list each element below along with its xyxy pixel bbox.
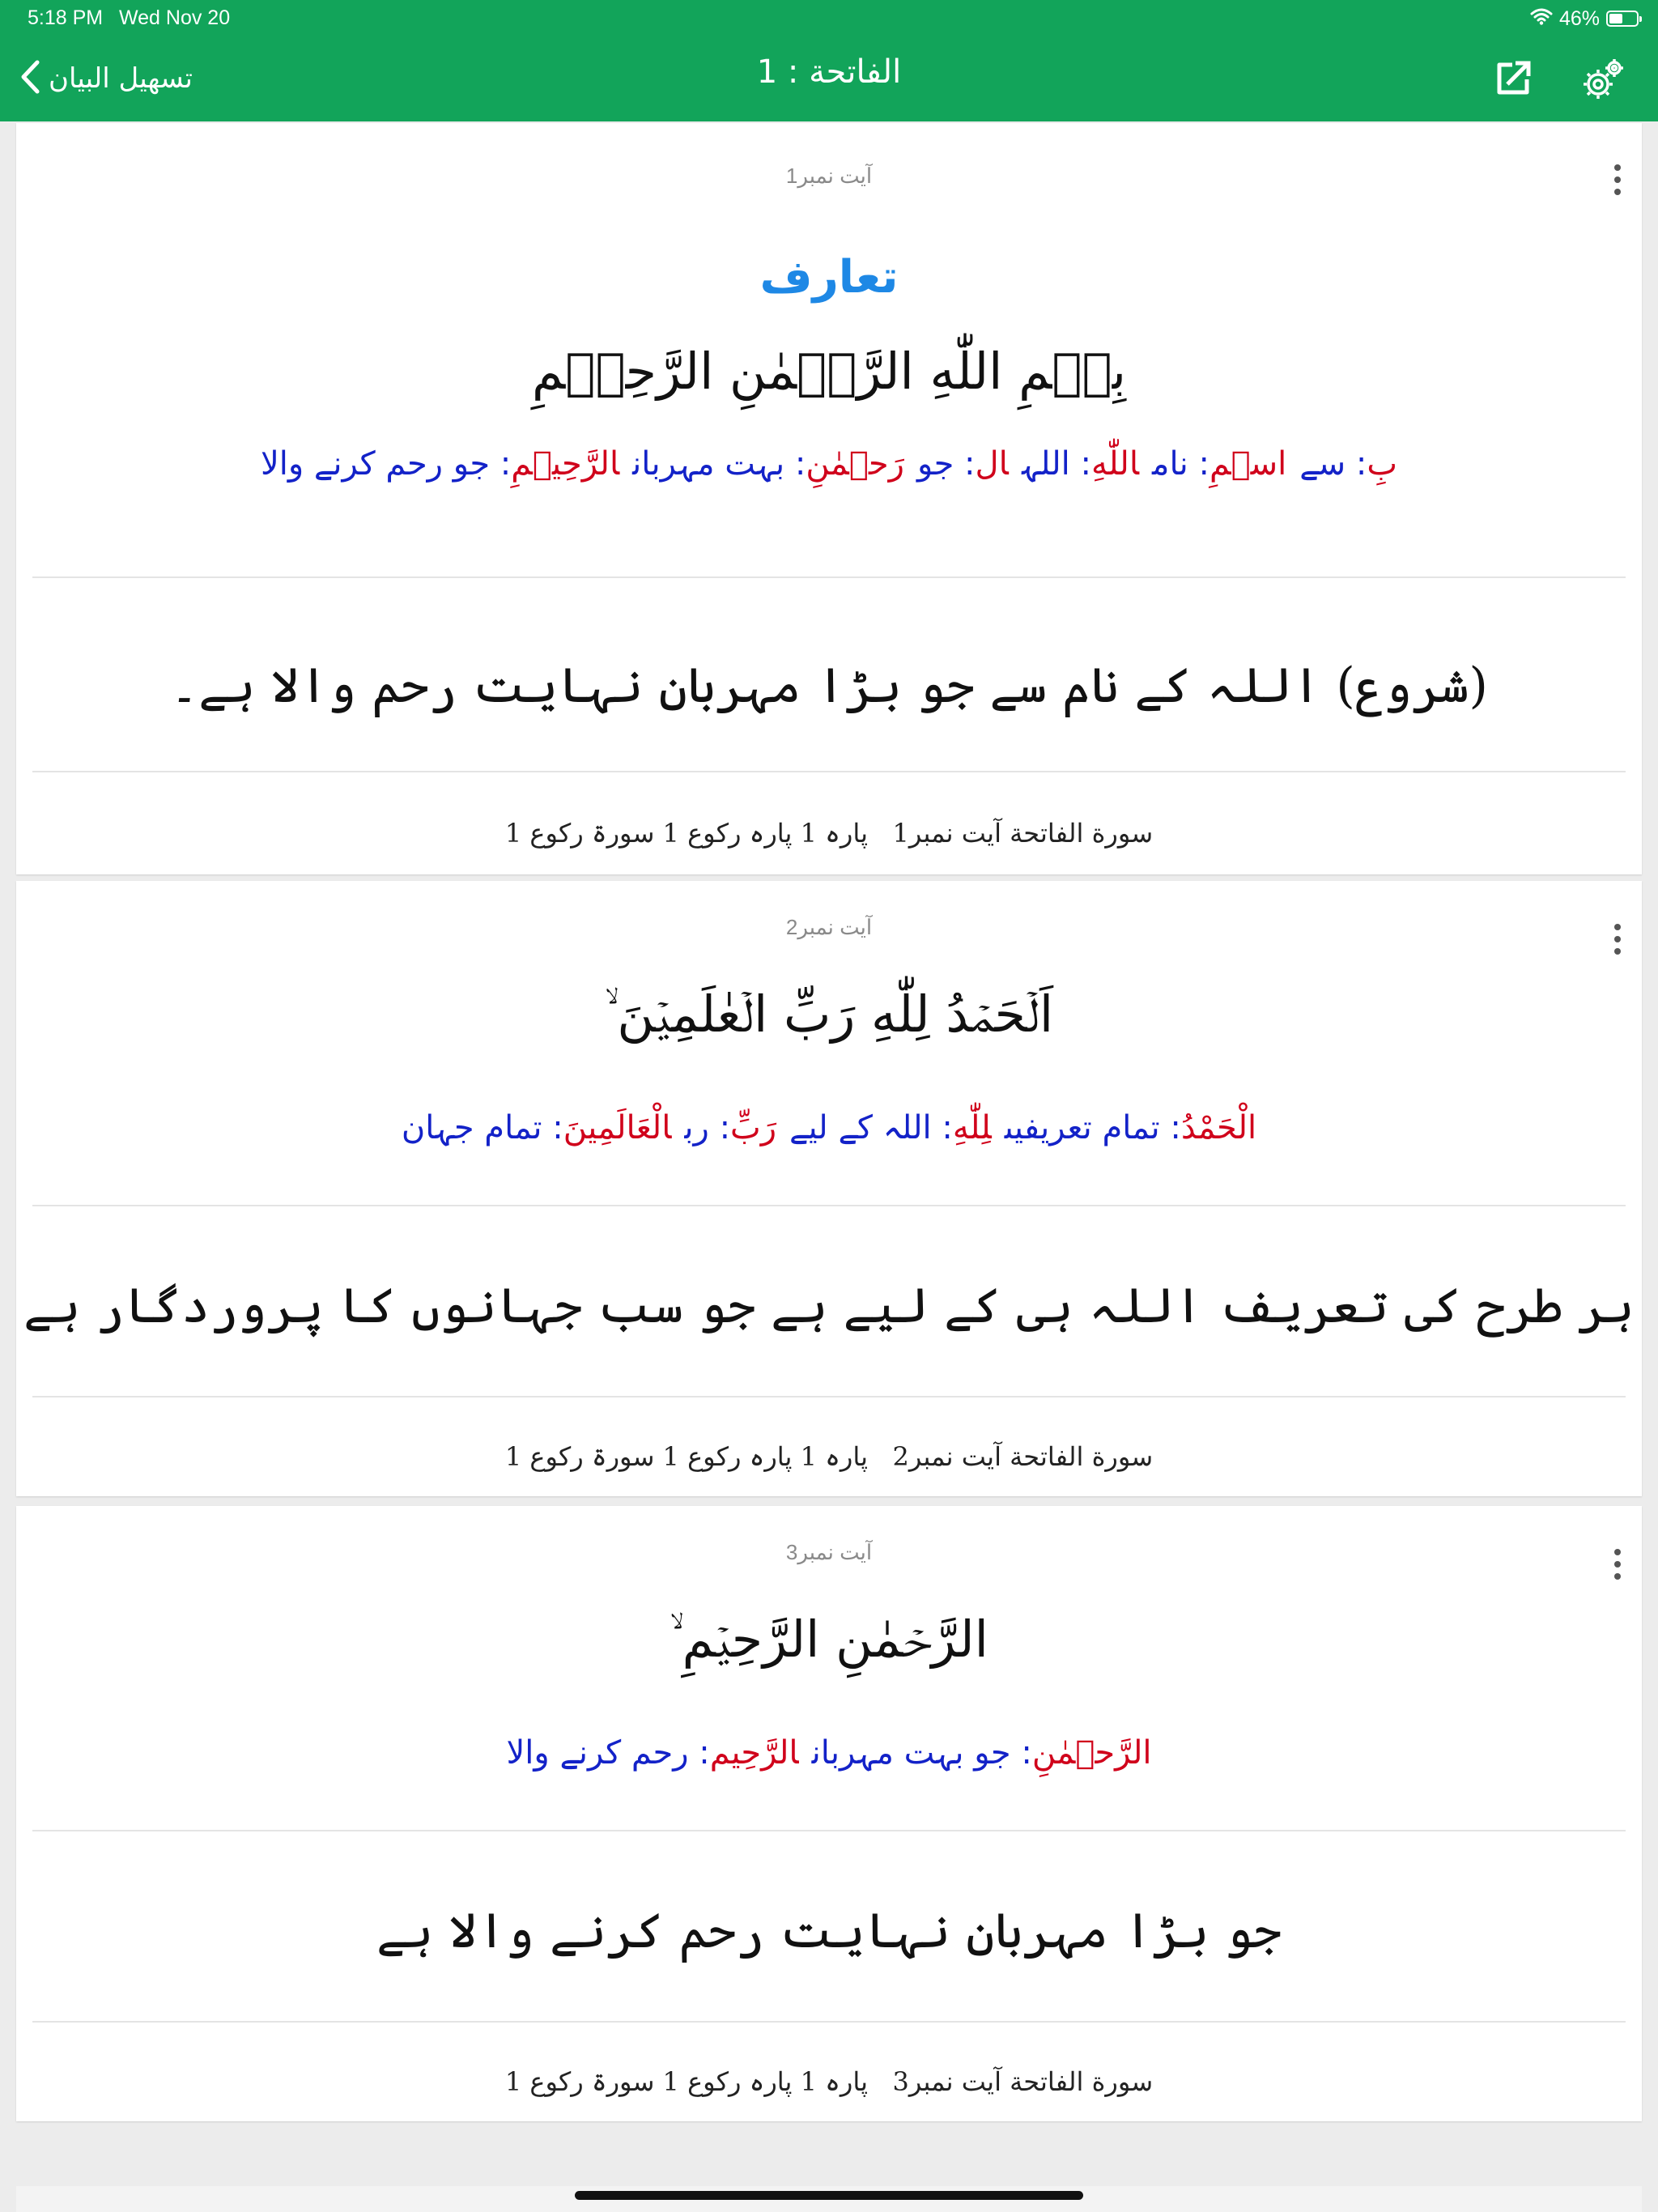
urdu-meaning: : اللہ کے لیے — [789, 1109, 953, 1146]
urdu-meaning: : رب — [684, 1109, 731, 1146]
arabic-verse: بِسۡمِ اللّٰهِ الرَّحۡمٰنِ الرَّحِيۡمِ — [531, 342, 1127, 401]
divider — [32, 576, 1626, 578]
divider — [32, 1830, 1626, 1831]
word-pair — [261, 445, 619, 483]
battery-percent: 46% — [1558, 6, 1600, 30]
urdu-translation: (شروع) اللہ کے نام سے جو بڑا مہربان نہایت رحم والا ہے۔ — [170, 657, 1488, 714]
more-options-button[interactable] — [1601, 1540, 1634, 1589]
arabic-verse: اَلۡحَمۡدُ لِلّٰهِ رَبِّ الۡعٰلَمِيۡنَ ۙ — [604, 985, 1054, 1044]
status-indicators — [1530, 5, 1639, 32]
ayah-number-label: آیت نمبر3 — [785, 1540, 873, 1564]
status-time: 5:18 PM — [28, 6, 104, 29]
ayah-card — [16, 1506, 1642, 2121]
more-vertical-icon — [1614, 1549, 1621, 1555]
word-pair — [402, 1109, 672, 1146]
arabic-verse: الرَّحۡمٰنِ الرَّحِيۡمِ ۙ — [670, 1610, 988, 1669]
urdu-translation: جو بڑا مہربان نہایت رحم کرنے والا ہے — [376, 1903, 1282, 1959]
arabic-word: رَبِّ — [730, 1109, 777, 1146]
arabic-word: الرَّحِيۡمِ — [511, 445, 620, 483]
word-pair — [789, 1109, 992, 1146]
battery-icon — [1606, 11, 1639, 27]
urdu-meaning: : جو بہت مہربان — [811, 1734, 1032, 1772]
word-pair — [1005, 1109, 1256, 1146]
navigation-bar — [0, 0, 1658, 121]
arabic-word: الْحَمْدُ — [1180, 1109, 1257, 1146]
ayah-card — [16, 881, 1642, 1496]
divider — [32, 1205, 1626, 1206]
word-pair — [917, 445, 1009, 483]
share-button[interactable] — [1491, 55, 1540, 104]
urdu-translation: ہر طرح کی تعریف اللہ ہی کے لیے ہے جو سب جہانوں کا پروردگار ہے — [23, 1278, 1635, 1334]
ayah-reference-footer: سورة الفاتحة آیت نمبر1 پارہ 1 پارہ رکوع 1 سورۃ رکوع 1 — [504, 818, 1154, 849]
share-external-icon — [1491, 88, 1537, 104]
urdu-meaning: : رحم کرنے والا — [506, 1734, 710, 1772]
arabic-word: لِلّٰهِ — [952, 1109, 992, 1146]
urdu-meaning: : نام — [1152, 445, 1209, 483]
arabic-word: الرَّحِيم — [709, 1734, 799, 1772]
word-by-word-meaning — [16, 1109, 1642, 1146]
urdu-meaning: : بہت مہربان — [632, 445, 806, 483]
divider — [32, 1396, 1626, 1397]
urdu-meaning: : تمام جہان — [401, 1109, 563, 1146]
back-label: تسهیل البیان — [49, 62, 193, 95]
page-title: الفاتحة : 1 — [756, 53, 902, 91]
settings-button[interactable] — [1579, 55, 1627, 104]
arabic-word: ال — [975, 445, 1009, 483]
more-options-button[interactable] — [1601, 155, 1634, 204]
arabic-word: الْعَالَمِينَ — [563, 1109, 672, 1146]
ayah-card — [16, 123, 1642, 874]
word-pair — [632, 445, 904, 483]
arabic-word: رَحۡمٰنِ — [806, 445, 904, 483]
word-pair — [1152, 445, 1286, 483]
arabic-word: اللّٰهِ — [1090, 445, 1140, 483]
word-pair — [1022, 445, 1139, 483]
word-pair — [812, 1734, 1152, 1772]
urdu-meaning: : جو رحم کرنے والا — [260, 445, 512, 483]
urdu-meaning: : سے — [1299, 445, 1367, 483]
arabic-word: اسۡمِ — [1209, 445, 1287, 483]
divider — [32, 771, 1626, 772]
gear-icon — [1579, 91, 1627, 107]
word-pair — [684, 1109, 776, 1146]
urdu-meaning: : جو — [916, 445, 976, 483]
more-options-button[interactable] — [1601, 915, 1634, 963]
arabic-word: الرَّحۡمٰنِ — [1031, 1734, 1152, 1772]
ayah-reference-footer: سورة الفاتحة آیت نمبر2 پارہ 1 پارہ رکوع 1 سورۃ رکوع 1 — [504, 1441, 1154, 1472]
ayah-number-label: آیت نمبر1 — [785, 164, 873, 188]
status-date: Wed Nov 20 — [119, 6, 231, 29]
intro-heading: تعارف — [759, 251, 899, 304]
word-pair — [506, 1734, 798, 1772]
wifi-icon — [1530, 7, 1553, 31]
ayah-number-label: آیت نمبر2 — [785, 915, 873, 939]
divider — [32, 2021, 1626, 2023]
home-indicator — [575, 2191, 1083, 2200]
word-by-word-meaning — [16, 1734, 1642, 1772]
word-by-word-meaning — [16, 445, 1642, 483]
urdu-meaning: : اللہ — [1021, 445, 1091, 483]
arabic-word: بِ — [1367, 445, 1398, 483]
word-pair — [1299, 445, 1397, 483]
urdu-meaning: : تمام تعریفیں — [1004, 1109, 1181, 1146]
ayah-reference-footer: سورة الفاتحة آیت نمبر3 پارہ 1 پارہ رکوع 1 سورۃ رکوع 1 — [504, 2066, 1154, 2097]
more-vertical-icon — [1614, 164, 1621, 171]
more-vertical-icon — [1614, 924, 1621, 930]
